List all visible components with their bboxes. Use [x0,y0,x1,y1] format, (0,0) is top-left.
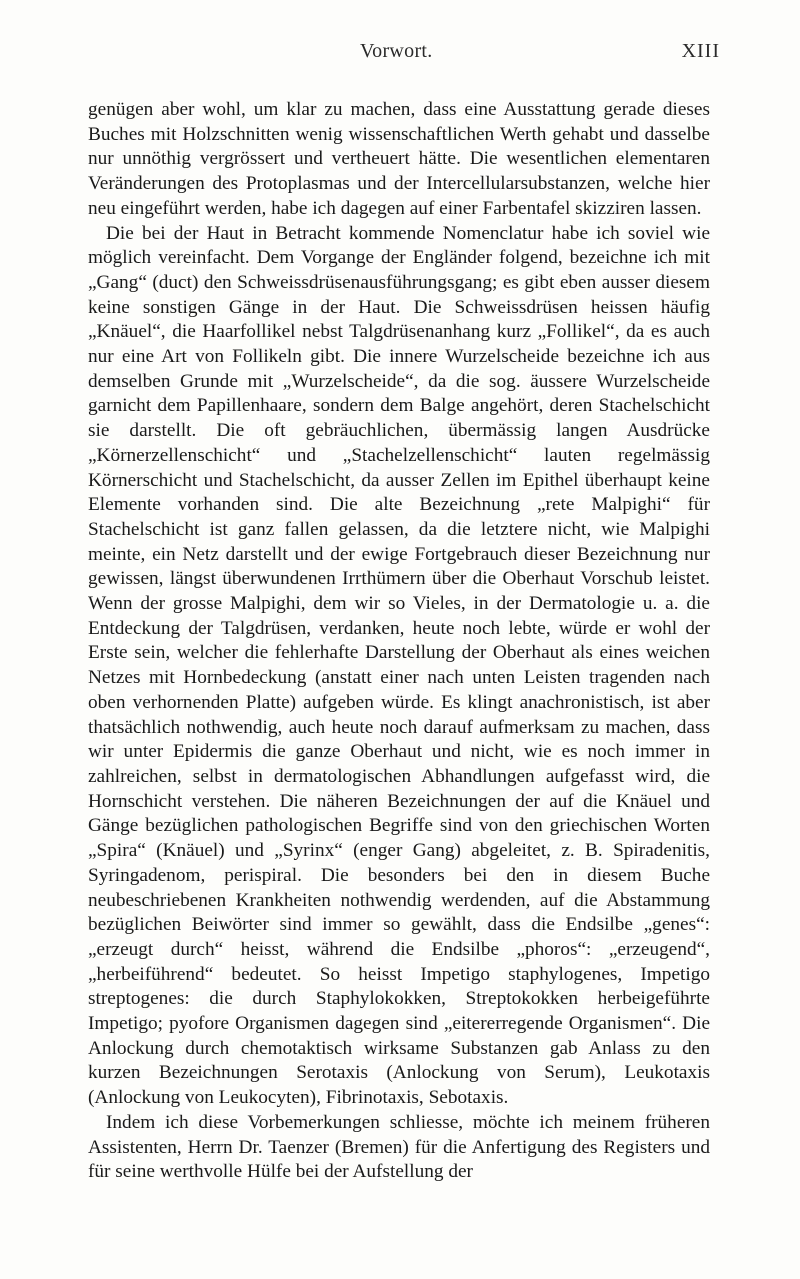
paragraph: Die bei der Haut in Betracht kommende Nomenclatur habe ich soviel wie möglich vereinfacht. Dem Vorgange der Engländer folgend, bezeichne ich mit „Gang“ (duct) den Schweissdrüsenausführungsgang; es gibt eben ausser diesem keine sonstigen Gänge in der Haut. Die Schweissdrüsen heissen häufig „Knäuel“, die Haarfollikel nebst Talgdrüsenanhang kurz „Follikel“, da es auch nur eine Art von Follikeln gibt. Die innere Wurzelscheide bezeichne ich aus demselben Grunde mit „Wurzelscheide“, da die sog. äussere Wurzelscheide garnicht dem Papillenhaare, sondern dem Balge angehört, deren Stachelschicht sie darstellt. Die oft gebräuchlichen, übermässig langen Ausdrücke „Körnerzellenschicht“ und „Stachelzellenschicht“ lauten regelmässig Körnerschicht und Stachelschicht, da ausser Zellen im Epithel überhaupt keine Elemente vorhanden sind. Die alte Bezeichnung „rete Malpighi“ für Stachelschicht ist ganz fallen gelassen, da die letztere nicht, wie Malpighi meinte, ein Netz darstellt und der ewige Fortgebrauch dieser Bezeichnung nur gewissen, längst überwundenen Irrthümern über die Oberhaut Vorschub leistet. Wenn der grosse Malpighi, dem wir so Vieles, in der Dermatologie u. a. die Entdeckung der Talgdrüsen, verdanken, heute noch lebte, würde er wohl der Erste sein, welcher die fehlerhafte Darstellung der Oberhaut als eines weichen Netzes mit Hornbedeckung (anstatt einer nach unten Leisten tragenden nach oben verhornenden Platte) aufgeben würde. Es klingt anachronistisch, ist aber thatsächlich nothwendig, auch heute noch darauf aufmerksam zu machen, dass wir unter Epidermis die ganze Oberhaut und nicht, wie es noch immer in zahlreichen, selbst in dermatologischen Abhandlungen aufgefasst wird, die Hornschicht verstehen. Die näheren Bezeichnungen der auf die Knäuel und Gänge bezüglichen pathologischen Begriffe sind von den griechischen Worten „Spira“ (Knäuel) und „Syrinx“ (enger Gang) abgeleitet, z. B. Spiradenitis, Syringadenom, perispiral. Die besonders bei den in diesem Buche neubeschriebenen Krankheiten nothwendig werdenden, auf die Abstammung bezüglichen Beiwörter sind immer so gewählt, dass die Endsilbe „genes“: „erzeugt durch“ heisst, während die Endsilbe „phoros“: „erzeugend“, „herbeiführend“ bedeutet. So heisst Impetigo staphylogenes, Impetigo streptogenes: die durch Staphylokokken, Streptokokken herbeigeführte Impetigo; pyofore Organismen dagegen sind „eitererregende Organismen“. Die Anlockung durch chemotaktisch wirksame Substanzen gab Anlass zu den kurzen Bezeichnungen Serotaxis (Anlockung von Serum), Leukotaxis (Anlockung von Leukocyten), Fibrinotaxis, Sebotaxis. [88,222,710,1109]
paragraph: genügen aber wohl, um klar zu machen, dass eine Ausstattung gerade dieses Buches mit Holzschnitten wenig wissenschaftlichen Werth gehabt und dasselbe nur unnöthig vergrössert und vertheuert hätte. Die wesentlichen elementaren Veränderungen des Protoplasmas und der Intercellularsubstanzen, welche hier neu eingeführt werden, habe ich dagegen auf einer Farbentafel skizziren lassen. [88,99,710,219]
page-number: XIII [681,40,720,62]
paragraph: Indem ich diese Vorbemerkungen schliesse, möchte ich meinem früheren Assistenten, Herrn Dr. Taenzer (Bremen) für die Anfertigung des Registers und für seine werthvolle Hülfe bei der Aufstellung der [88,1111,710,1183]
body-text [88,98,710,1185]
running-title: Vorwort. [360,40,433,62]
running-header [0,40,800,68]
